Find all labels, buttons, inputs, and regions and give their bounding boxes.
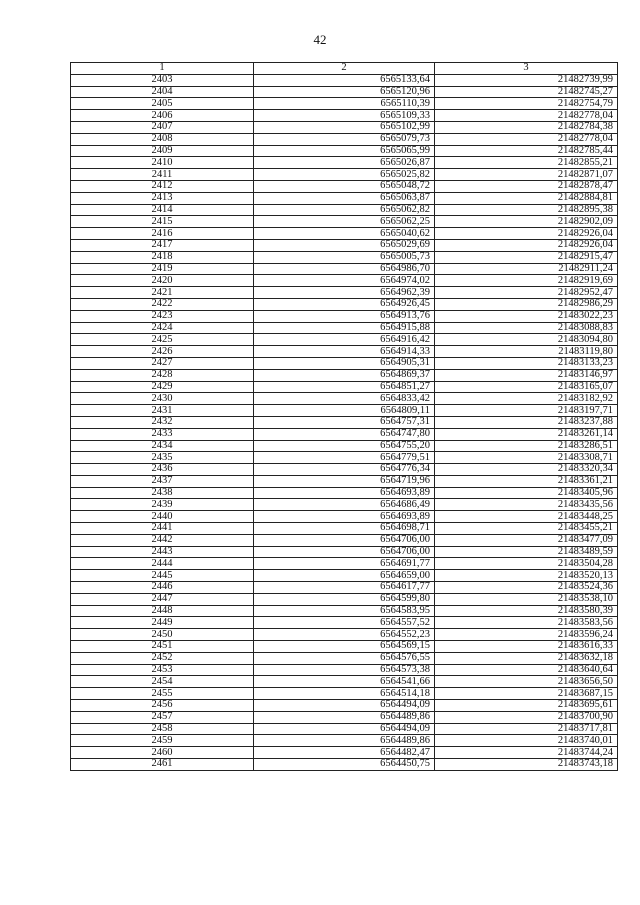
table-row	[71, 428, 618, 440]
table-row	[71, 263, 618, 275]
x-coordinate-cell: 6565029,69	[254, 239, 435, 251]
x-coordinate-cell: 6564747,80	[254, 428, 435, 440]
point-number-cell: 2433	[71, 428, 254, 440]
y-coordinate-cell: 21483455,21	[435, 523, 618, 535]
x-coordinate-cell: 6565079,73	[254, 133, 435, 145]
table-row	[71, 204, 618, 216]
y-coordinate-cell: 21483616,33	[435, 641, 618, 653]
y-coordinate-cell: 21483448,25	[435, 511, 618, 523]
x-coordinate-cell: 6565048,72	[254, 180, 435, 192]
x-coordinate-cell: 6564482,47	[254, 747, 435, 759]
point-number-cell: 2424	[71, 322, 254, 334]
table-row	[71, 133, 618, 145]
point-number-cell: 2413	[71, 192, 254, 204]
x-coordinate-cell: 6564706,00	[254, 534, 435, 546]
point-number-cell: 2419	[71, 263, 254, 275]
x-coordinate-cell: 6564489,86	[254, 735, 435, 747]
x-coordinate-cell: 6565026,87	[254, 157, 435, 169]
point-number-cell: 2452	[71, 652, 254, 664]
x-coordinate-cell: 6564514,18	[254, 688, 435, 700]
table-row	[71, 310, 618, 322]
point-number-cell: 2416	[71, 228, 254, 240]
point-number-cell: 2447	[71, 593, 254, 605]
point-number-cell: 2460	[71, 747, 254, 759]
y-coordinate-cell: 21482871,07	[435, 169, 618, 181]
table-row	[71, 452, 618, 464]
x-coordinate-cell: 6565110,39	[254, 98, 435, 110]
x-coordinate-cell: 6564851,27	[254, 381, 435, 393]
y-coordinate-cell: 21483261,14	[435, 428, 618, 440]
point-number-cell: 2441	[71, 523, 254, 535]
y-coordinate-cell: 21483133,23	[435, 357, 618, 369]
y-coordinate-cell: 21482926,04	[435, 239, 618, 251]
y-coordinate-cell: 21483405,96	[435, 487, 618, 499]
table-row	[71, 487, 618, 499]
point-number-cell: 2422	[71, 298, 254, 310]
table-row	[71, 145, 618, 157]
table-row	[71, 369, 618, 381]
y-coordinate-cell: 21482739,99	[435, 74, 618, 86]
x-coordinate-cell: 6565025,82	[254, 169, 435, 181]
table-row	[71, 216, 618, 228]
point-number-cell: 2438	[71, 487, 254, 499]
table-row	[71, 688, 618, 700]
table-row	[71, 322, 618, 334]
table-row	[71, 735, 618, 747]
y-coordinate-cell: 21483088,83	[435, 322, 618, 334]
x-coordinate-cell: 6564576,55	[254, 652, 435, 664]
y-coordinate-cell: 21482785,44	[435, 145, 618, 157]
table-row	[71, 629, 618, 641]
x-coordinate-cell: 6564962,39	[254, 287, 435, 299]
point-number-cell: 2436	[71, 464, 254, 476]
point-number-cell: 2420	[71, 275, 254, 287]
table-row	[71, 381, 618, 393]
y-coordinate-cell: 21482745,27	[435, 86, 618, 98]
x-coordinate-cell: 6564617,77	[254, 582, 435, 594]
table-row	[71, 169, 618, 181]
y-coordinate-cell: 21482926,04	[435, 228, 618, 240]
x-coordinate-cell: 6564926,45	[254, 298, 435, 310]
x-coordinate-cell: 6564776,34	[254, 464, 435, 476]
y-coordinate-cell: 21483656,50	[435, 676, 618, 688]
table-row	[71, 464, 618, 476]
table-row	[71, 180, 618, 192]
table-row	[71, 346, 618, 358]
point-number-cell: 2407	[71, 121, 254, 133]
point-number-cell: 2434	[71, 440, 254, 452]
point-number-cell: 2435	[71, 452, 254, 464]
y-coordinate-cell: 21483435,56	[435, 499, 618, 511]
point-number-cell: 2417	[71, 239, 254, 251]
y-coordinate-cell: 21483361,21	[435, 475, 618, 487]
y-coordinate-cell: 21483286,51	[435, 440, 618, 452]
coordinates-table	[70, 62, 618, 771]
point-number-cell: 2450	[71, 629, 254, 641]
y-coordinate-cell: 21483538,10	[435, 593, 618, 605]
table-body	[71, 74, 618, 770]
x-coordinate-cell: 6565063,87	[254, 192, 435, 204]
table-row	[71, 664, 618, 676]
point-number-cell: 2437	[71, 475, 254, 487]
table-header-row	[71, 63, 618, 75]
point-number-cell: 2421	[71, 287, 254, 299]
x-coordinate-cell: 6564913,76	[254, 310, 435, 322]
table-row	[71, 593, 618, 605]
x-coordinate-cell: 6564450,75	[254, 759, 435, 771]
y-coordinate-cell: 21482884,81	[435, 192, 618, 204]
point-number-cell: 2461	[71, 759, 254, 771]
y-coordinate-cell: 21483596,24	[435, 629, 618, 641]
point-number-cell: 2403	[71, 74, 254, 86]
x-coordinate-cell: 6564698,71	[254, 523, 435, 535]
y-coordinate-cell: 21482878,47	[435, 180, 618, 192]
x-coordinate-cell: 6564915,88	[254, 322, 435, 334]
x-coordinate-cell: 6565062,82	[254, 204, 435, 216]
x-coordinate-cell: 6564691,77	[254, 558, 435, 570]
table-row	[71, 534, 618, 546]
x-coordinate-cell: 6564557,52	[254, 617, 435, 629]
y-coordinate-cell: 21483520,13	[435, 570, 618, 582]
table-row	[71, 570, 618, 582]
column-header-y: 3	[435, 63, 618, 75]
x-coordinate-cell: 6564757,31	[254, 416, 435, 428]
table-row	[71, 676, 618, 688]
table-row	[71, 287, 618, 299]
y-coordinate-cell: 21483695,61	[435, 700, 618, 712]
y-coordinate-cell: 21483477,09	[435, 534, 618, 546]
table-row	[71, 641, 618, 653]
point-number-cell: 2409	[71, 145, 254, 157]
y-coordinate-cell: 21482911,24	[435, 263, 618, 275]
point-number-cell: 2418	[71, 251, 254, 263]
x-coordinate-cell: 6565062,25	[254, 216, 435, 228]
x-coordinate-cell: 6564693,89	[254, 511, 435, 523]
x-coordinate-cell: 6564719,96	[254, 475, 435, 487]
y-coordinate-cell: 21483740,01	[435, 735, 618, 747]
table-row	[71, 558, 618, 570]
y-coordinate-cell: 21482919,69	[435, 275, 618, 287]
point-number-cell: 2430	[71, 393, 254, 405]
y-coordinate-cell: 21482784,38	[435, 121, 618, 133]
x-coordinate-cell: 6564914,33	[254, 346, 435, 358]
table-row	[71, 582, 618, 594]
point-number-cell: 2429	[71, 381, 254, 393]
point-number-cell: 2449	[71, 617, 254, 629]
point-number-cell: 2427	[71, 357, 254, 369]
page-number: 42	[313, 32, 327, 47]
point-number-cell: 2456	[71, 700, 254, 712]
point-number-cell: 2426	[71, 346, 254, 358]
y-coordinate-cell: 21482754,79	[435, 98, 618, 110]
x-coordinate-cell: 6565040,62	[254, 228, 435, 240]
y-coordinate-cell: 21483022,23	[435, 310, 618, 322]
y-coordinate-cell: 21482778,04	[435, 110, 618, 122]
table-row	[71, 416, 618, 428]
y-coordinate-cell: 21482778,04	[435, 133, 618, 145]
table-row	[71, 121, 618, 133]
table-row	[71, 334, 618, 346]
table-row	[71, 251, 618, 263]
table-row	[71, 523, 618, 535]
y-coordinate-cell: 21483687,15	[435, 688, 618, 700]
table-row	[71, 605, 618, 617]
y-coordinate-cell: 21483640,64	[435, 664, 618, 676]
x-coordinate-cell: 6565065,99	[254, 145, 435, 157]
y-coordinate-cell: 21483743,18	[435, 759, 618, 771]
table-row	[71, 298, 618, 310]
point-number-cell: 2442	[71, 534, 254, 546]
x-coordinate-cell: 6564573,38	[254, 664, 435, 676]
y-coordinate-cell: 21483197,71	[435, 405, 618, 417]
x-coordinate-cell: 6564494,09	[254, 700, 435, 712]
y-coordinate-cell: 21483580,39	[435, 605, 618, 617]
x-coordinate-cell: 6564809,11	[254, 405, 435, 417]
point-number-cell: 2404	[71, 86, 254, 98]
y-coordinate-cell: 21483308,71	[435, 452, 618, 464]
table-row	[71, 652, 618, 664]
table-row	[71, 546, 618, 558]
table-row	[71, 86, 618, 98]
x-coordinate-cell: 6564706,00	[254, 546, 435, 558]
y-coordinate-cell: 21483744,24	[435, 747, 618, 759]
y-coordinate-cell: 21483717,81	[435, 723, 618, 735]
table-row	[71, 239, 618, 251]
y-coordinate-cell: 21483504,28	[435, 558, 618, 570]
column-header-x: 2	[254, 63, 435, 75]
table-row	[71, 98, 618, 110]
x-coordinate-cell: 6564552,23	[254, 629, 435, 641]
y-coordinate-cell: 21483524,36	[435, 582, 618, 594]
x-coordinate-cell: 6564541,66	[254, 676, 435, 688]
y-coordinate-cell: 21482902,09	[435, 216, 618, 228]
y-coordinate-cell: 21483165,07	[435, 381, 618, 393]
table-row	[71, 617, 618, 629]
x-coordinate-cell: 6565133,64	[254, 74, 435, 86]
point-number-cell: 2414	[71, 204, 254, 216]
x-coordinate-cell: 6565109,33	[254, 110, 435, 122]
y-coordinate-cell: 21482895,38	[435, 204, 618, 216]
table-row	[71, 110, 618, 122]
point-number-cell: 2446	[71, 582, 254, 594]
table-row	[71, 759, 618, 771]
x-coordinate-cell: 6564494,09	[254, 723, 435, 735]
y-coordinate-cell: 21483237,88	[435, 416, 618, 428]
x-coordinate-cell: 6564599,80	[254, 593, 435, 605]
x-coordinate-cell: 6564583,95	[254, 605, 435, 617]
point-number-cell: 2423	[71, 310, 254, 322]
y-coordinate-cell: 21483700,90	[435, 711, 618, 723]
point-number-cell: 2405	[71, 98, 254, 110]
x-coordinate-cell: 6564916,42	[254, 334, 435, 346]
table-row	[71, 711, 618, 723]
x-coordinate-cell: 6564489,86	[254, 711, 435, 723]
table-row	[71, 405, 618, 417]
x-coordinate-cell: 6564833,42	[254, 393, 435, 405]
table-row	[71, 393, 618, 405]
point-number-cell: 2448	[71, 605, 254, 617]
table-row	[71, 440, 618, 452]
table-row	[71, 157, 618, 169]
point-number-cell: 2431	[71, 405, 254, 417]
point-number-cell: 2455	[71, 688, 254, 700]
point-number-cell: 2443	[71, 546, 254, 558]
table-row	[71, 499, 618, 511]
point-number-cell: 2428	[71, 369, 254, 381]
table-row	[71, 357, 618, 369]
point-number-cell: 2432	[71, 416, 254, 428]
point-number-cell: 2440	[71, 511, 254, 523]
point-number-cell: 2444	[71, 558, 254, 570]
y-coordinate-cell: 21483320,34	[435, 464, 618, 476]
x-coordinate-cell: 6564974,02	[254, 275, 435, 287]
point-number-cell: 2458	[71, 723, 254, 735]
x-coordinate-cell: 6565005,73	[254, 251, 435, 263]
table-row	[71, 74, 618, 86]
table-row	[71, 275, 618, 287]
table-row	[71, 475, 618, 487]
point-number-cell: 2457	[71, 711, 254, 723]
x-coordinate-cell: 6565102,99	[254, 121, 435, 133]
x-coordinate-cell: 6564986,70	[254, 263, 435, 275]
table-row	[71, 192, 618, 204]
point-number-cell: 2454	[71, 676, 254, 688]
point-number-cell: 2406	[71, 110, 254, 122]
point-number-cell: 2415	[71, 216, 254, 228]
point-number-cell: 2410	[71, 157, 254, 169]
column-header-number: 1	[71, 63, 254, 75]
x-coordinate-cell: 6564569,15	[254, 641, 435, 653]
x-coordinate-cell: 6564905,31	[254, 357, 435, 369]
x-coordinate-cell: 6564779,51	[254, 452, 435, 464]
table-row	[71, 747, 618, 759]
x-coordinate-cell: 6564693,89	[254, 487, 435, 499]
point-number-cell: 2459	[71, 735, 254, 747]
y-coordinate-cell: 21482915,47	[435, 251, 618, 263]
y-coordinate-cell: 21482952,47	[435, 287, 618, 299]
point-number-cell: 2453	[71, 664, 254, 676]
y-coordinate-cell: 21483489,59	[435, 546, 618, 558]
point-number-cell: 2445	[71, 570, 254, 582]
y-coordinate-cell: 21482855,21	[435, 157, 618, 169]
table-row	[71, 723, 618, 735]
y-coordinate-cell: 21483094,80	[435, 334, 618, 346]
table-row	[71, 700, 618, 712]
x-coordinate-cell: 6564659,00	[254, 570, 435, 582]
y-coordinate-cell: 21483146,97	[435, 369, 618, 381]
x-coordinate-cell: 6564686,49	[254, 499, 435, 511]
table-row	[71, 511, 618, 523]
point-number-cell: 2412	[71, 180, 254, 192]
y-coordinate-cell: 21482986,29	[435, 298, 618, 310]
y-coordinate-cell: 21483632,18	[435, 652, 618, 664]
point-number-cell: 2408	[71, 133, 254, 145]
x-coordinate-cell: 6564869,37	[254, 369, 435, 381]
point-number-cell: 2439	[71, 499, 254, 511]
x-coordinate-cell: 6564755,20	[254, 440, 435, 452]
x-coordinate-cell: 6565120,96	[254, 86, 435, 98]
point-number-cell: 2411	[71, 169, 254, 181]
y-coordinate-cell: 21483182,92	[435, 393, 618, 405]
y-coordinate-cell: 21483119,80	[435, 346, 618, 358]
table-row	[71, 228, 618, 240]
point-number-cell: 2425	[71, 334, 254, 346]
y-coordinate-cell: 21483583,56	[435, 617, 618, 629]
point-number-cell: 2451	[71, 641, 254, 653]
